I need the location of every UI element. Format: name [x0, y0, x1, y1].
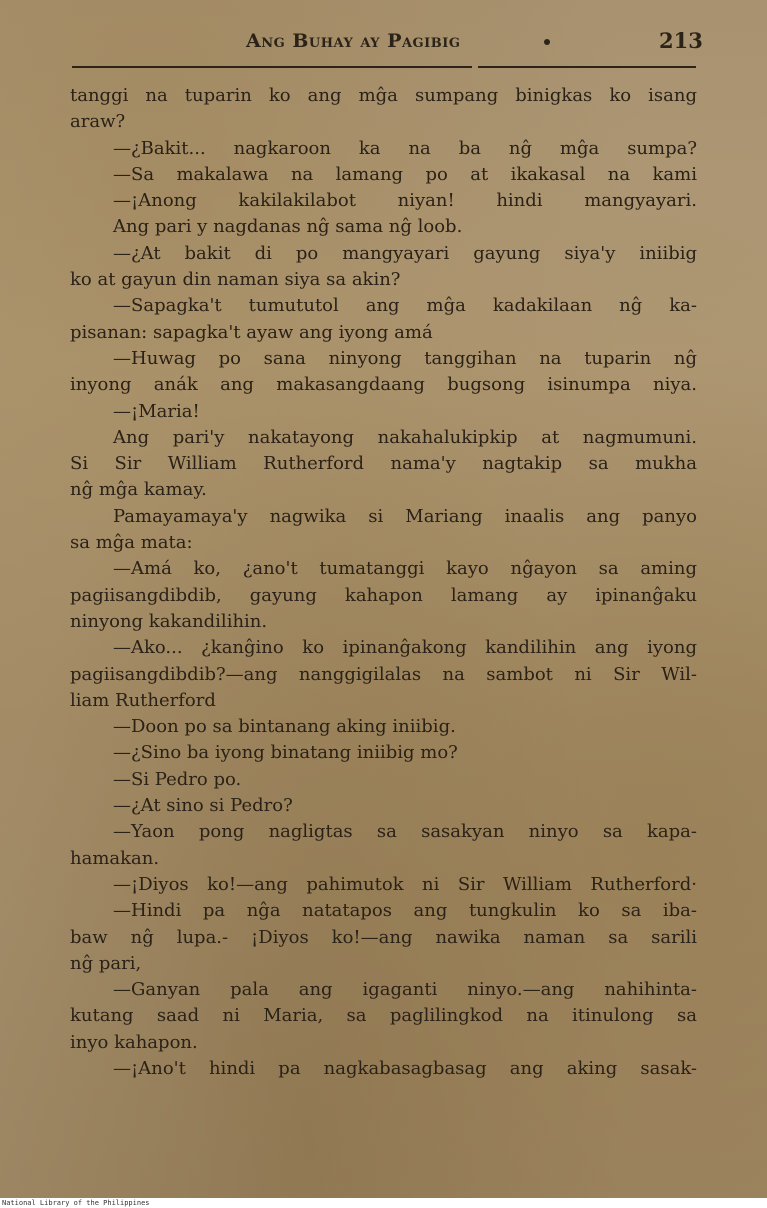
text-line: nĝ mĝa kamay.	[70, 479, 207, 501]
text-line: araw?	[70, 111, 126, 133]
text-line: —Doon po sa bintanang aking iniibig.	[113, 716, 456, 738]
text-line: Si Sir William Rutherford nama'y nagtakip sa mukha	[70, 453, 697, 475]
text-line: ko at gayun din naman siya sa akin?	[70, 269, 401, 291]
text-line: Ang pari'y nakatayong nakahalukipkip at nagmumuni.	[113, 426, 697, 448]
text-line: pagiisangdibdib, gayung kahapon lamang ay ipinanĝaku	[70, 584, 697, 606]
text-line: —¿Sino ba iyong binatang iniibig mo?	[113, 742, 458, 764]
page-header	[0, 28, 767, 54]
text-line: —Hindi pa nĝa natatapos ang tungkulin ko sa iba-	[113, 900, 697, 922]
footer-credit: National Library of the Philippines	[2, 1199, 150, 1207]
text-line: liam Rutherford	[70, 689, 216, 711]
text-line: inyong anák ang makasangdaang bugsong isinumpa niya.	[70, 374, 697, 396]
text-line: —Si Pedro po.	[113, 768, 242, 790]
text-line: —Yaon pong nagligtas sa sasakyan ninyo sa kapa-	[113, 821, 697, 843]
text-line: —Sapagka't tumututol ang mĝa kadakilaan nĝ ka-	[113, 295, 697, 317]
text-line: —¡Anong kakilakilabot niyan! hindi mangyayari.	[113, 190, 697, 212]
header-rule-left	[72, 66, 472, 68]
text-line: kutang saad ni Maria, sa paglilingkod na itinulong sa	[70, 1005, 697, 1027]
text-line: ninyong kakandilihin.	[70, 610, 268, 632]
text-line: —Ganyan pala ang igaganti ninyo.—ang nahihinta-	[113, 979, 697, 1001]
text-line: sa mĝa mata:	[70, 532, 193, 554]
page-number: 213	[659, 28, 703, 53]
text-line: hamakan.	[70, 847, 160, 869]
text-line: —¡Diyos ko!—ang pahimutok ni Sir William Rutherford·	[113, 873, 697, 895]
bullet-icon	[544, 39, 550, 45]
text-line: —Huwag po sana ninyong tanggihan na tuparin nĝ	[113, 347, 697, 369]
text-line: pagiisangdibdib?—ang nanggigilalas na sambot ni Sir Wil-	[70, 663, 697, 685]
text-line: —¿At sino si Pedro?	[113, 795, 293, 817]
text-line: —Ako... ¿kanĝino ko ipinanĝakong kandilihin ang iyong	[113, 637, 697, 659]
text-line: —¡Ano't hindi pa nagkabasagbasag ang aking sasak-	[113, 1057, 697, 1079]
text-line: —¿Bakit... nagkaroon ka na ba nĝ mĝa sumpa?	[113, 137, 697, 159]
text-line: —Sa makalawa na lamang po at ikakasal na kami	[113, 163, 697, 185]
text-line: pisanan: sapagka't ayaw ang iyong amá	[70, 321, 433, 343]
text-line: —Amá ko, ¿ano't tumatanggi kayo nĝayon sa aming	[113, 558, 697, 580]
body-text	[70, 83, 697, 1082]
text-line: —¿At bakit di po mangyayari gayung siya'y iniibig	[113, 242, 697, 264]
text-line: inyo kahapon.	[70, 1031, 198, 1053]
text-line: Pamayamaya'y nagwika si Mariang inaalis ang panyo	[113, 505, 697, 527]
text-line: Ang pari y nagdanas nĝ sama nĝ loob.	[113, 216, 463, 238]
text-line: tanggi na tuparin ko ang mĝa sumpang binigkas ko isang	[70, 85, 697, 106]
text-line: baw nĝ lupa.- ¡Diyos ko!—ang nawika naman sa sarili	[70, 926, 697, 948]
text-line: —¡Maria!	[113, 400, 200, 422]
running-title: Ang Buhay ay Pagibig	[246, 30, 461, 52]
header-rule-right	[478, 66, 696, 68]
text-line: nĝ pari,	[70, 952, 142, 974]
